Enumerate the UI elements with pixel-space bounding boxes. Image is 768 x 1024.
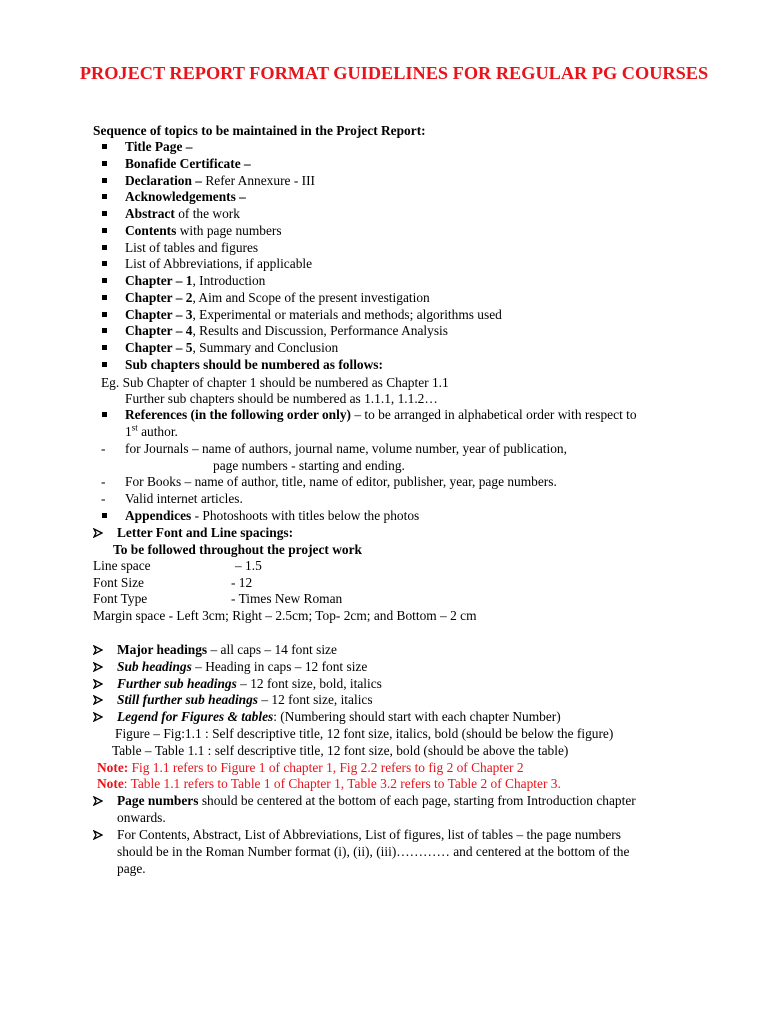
spec-value: - 12 xyxy=(231,575,253,590)
topic-item: Contents with page numbers xyxy=(125,223,282,238)
topic-item: List of tables and figures xyxy=(125,240,259,255)
topic-item: Chapter – 4, Results and Discussion, Performance Analysis xyxy=(125,323,448,338)
books-item: For Books – name of author, title, name of editor, publisher, year, page numbers. xyxy=(125,474,557,489)
square-bullet-icon xyxy=(102,245,107,250)
square-bullet-icon xyxy=(102,194,107,199)
topic-item: List of Abbreviations, if applicable xyxy=(125,256,313,271)
heading-rule-item: Sub headings – Heading in caps – 12 font size xyxy=(117,659,368,674)
references-item: References (in the following order only) – to be arranged in alphabetical order with respect to xyxy=(125,407,637,422)
dash-bullet-icon: - xyxy=(101,474,106,489)
table-legend-line: Table – Table 1.1 : self descriptive title, 12 font size, bold (should be above the table) xyxy=(112,743,569,758)
heading-rule-item: Further sub headings – 12 font size, bold, italics xyxy=(117,676,382,691)
sub-chapter-example: Eg. Sub Chapter of chapter 1 should be numbered as Chapter 1.1 xyxy=(101,375,449,390)
square-bullet-icon xyxy=(102,228,107,233)
roman-numerals-line-2: should be in the Roman Number format (i), (ii), (iii)………… and centered at the bottom of the xyxy=(117,844,630,859)
arrowhead-bullet-icon xyxy=(93,662,103,672)
page-numbers-item: Page numbers should be centered at the bottom of each page, starting from Introduction chapter xyxy=(117,793,636,808)
spec-value: – 1.5 xyxy=(235,558,262,573)
spec-value: - Times New Roman xyxy=(231,591,343,606)
note-figures: Note: Fig 1.1 refers to Figure 1 of chapter 1, Fig 2.2 refers to fig 2 of Chapter 2 xyxy=(97,760,524,775)
square-bullet-icon xyxy=(102,328,107,333)
arrowhead-bullet-icon xyxy=(93,645,103,655)
topic-item: Sub chapters should be numbered as follows: xyxy=(125,357,383,372)
square-bullet-icon xyxy=(102,211,107,216)
page-numbers-line-2: onwards. xyxy=(117,810,166,825)
journals-line-1: for Journals – name of authors, journal name, volume number, year of publication, xyxy=(125,441,567,456)
topic-item: Chapter – 2, Aim and Scope of the present investigation xyxy=(125,290,430,305)
topic-item: Title Page – xyxy=(125,139,193,154)
topic-item: Declaration – Refer Annexure - III xyxy=(125,173,316,188)
topic-item: Bonafide Certificate – xyxy=(125,156,251,171)
spec-label: Font Type xyxy=(93,591,148,606)
square-bullet-icon xyxy=(102,412,107,417)
note-tables: Note: Table 1.1 refers to Table 1 of Chapter 1, Table 3.2 refers to Table 2 of Chapter 3. xyxy=(97,776,561,791)
internet-item: Valid internet articles. xyxy=(125,491,243,506)
square-bullet-icon xyxy=(102,161,107,166)
heading-rule-item: Still further sub headings – 12 font size, italics xyxy=(117,692,373,707)
square-bullet-icon xyxy=(102,278,107,283)
topic-item: Acknowledgements – xyxy=(125,189,246,204)
sub-chapter-further: Further sub chapters should be numbered as 1.1.1, 1.1.2… xyxy=(125,391,438,406)
dash-bullet-icon: - xyxy=(101,441,106,456)
dash-bullet-icon: - xyxy=(101,491,106,506)
spec-label: Line space xyxy=(93,558,151,573)
arrowhead-bullet-icon xyxy=(93,830,103,840)
topic-item: Chapter – 1, Introduction xyxy=(125,273,266,288)
square-bullet-icon xyxy=(102,345,107,350)
roman-numerals-line-1: For Contents, Abstract, List of Abbreviations, List of figures, list of tables – the page numbers xyxy=(117,827,621,842)
margin-spec: Margin space - Left 3cm; Right – 2.5cm; Top- 2cm; and Bottom – 2 cm xyxy=(93,608,477,623)
square-bullet-icon xyxy=(102,295,107,300)
roman-numerals-line-3: page. xyxy=(117,861,146,876)
appendices-item: Appendices - Photoshoots with titles below the photos xyxy=(125,508,420,523)
square-bullet-icon xyxy=(102,312,107,317)
arrowhead-bullet-icon xyxy=(93,528,103,538)
topic-item: Chapter – 5, Summary and Conclusion xyxy=(125,340,339,355)
topic-item: Chapter – 3, Experimental or materials and methods; algorithms used xyxy=(125,307,502,322)
topic-item: Abstract of the work xyxy=(125,206,240,221)
arrowhead-bullet-icon xyxy=(93,695,103,705)
arrowhead-bullet-icon xyxy=(93,796,103,806)
arrowhead-bullet-icon xyxy=(93,712,103,722)
journals-line-2: page numbers - starting and ending. xyxy=(213,458,405,473)
heading-rule-item: Major headings – all caps – 14 font size xyxy=(117,642,337,657)
square-bullet-icon xyxy=(102,362,107,367)
spec-label: Font Size xyxy=(93,575,144,590)
font-subheading: To be followed throughout the project work xyxy=(113,542,362,557)
references-line-2: 1st author. xyxy=(125,422,178,439)
square-bullet-icon xyxy=(102,261,107,266)
sequence-heading: Sequence of topics to be maintained in the Project Report: xyxy=(93,123,426,138)
font-heading: Letter Font and Line spacings: xyxy=(117,525,294,540)
square-bullet-icon xyxy=(102,178,107,183)
heading-rule-item: Legend for Figures & tables: (Numbering should start with each chapter Number) xyxy=(117,709,561,724)
page-title: PROJECT REPORT FORMAT GUIDELINES FOR REGULAR PG COURSES xyxy=(79,63,709,83)
square-bullet-icon xyxy=(102,144,107,149)
arrowhead-bullet-icon xyxy=(93,679,103,689)
square-bullet-icon xyxy=(102,513,107,518)
figure-legend-line: Figure – Fig:1.1 : Self descriptive title, 12 font size, italics, bold (should be below the figure) xyxy=(115,726,614,741)
